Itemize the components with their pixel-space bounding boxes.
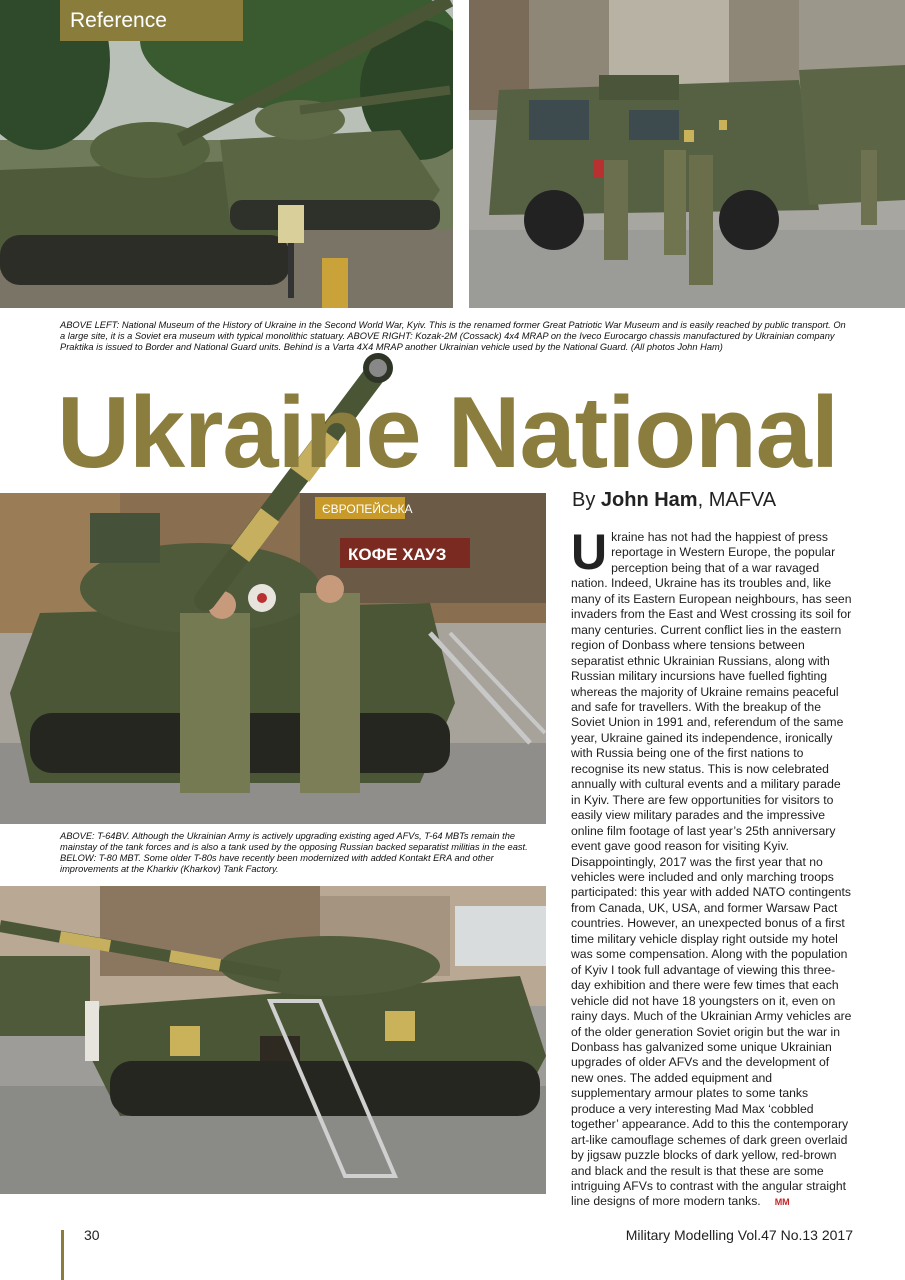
shop-sign-2: КОФЕ ХАУЗ xyxy=(348,545,447,564)
dropcap: U xyxy=(571,524,608,580)
footer-publication: Military Modelling Vol.47 No.13 2017 xyxy=(625,1227,853,1243)
page-number: 30 xyxy=(84,1227,100,1243)
byline-author: John Ham xyxy=(600,489,698,511)
byline-prefix: By xyxy=(572,489,601,511)
byline xyxy=(572,489,776,512)
section-tag: Reference xyxy=(60,0,243,41)
end-mark: MM xyxy=(774,1197,790,1208)
t80-tank-photo xyxy=(0,886,546,1194)
shop-sign-1: ЄВРОПЕЙСЬКА xyxy=(322,502,413,516)
folio-bar xyxy=(61,1230,64,1280)
caption-top: ABOVE LEFT: National Museum of the History of Ukraine in the Second World War, Kyiv. This is the renamed former Great Patriotic War Museum and is easily reached by public transport. On a large site, it is a Soviet era museum with typical monolithic statuary. ABOVE RIGHT: Kozak-2M (Cossack) 4x4 MRAP on the Iveco Eurocargo chassis manufactured by Ukrainian company Praktika is issued to Border and National Guard units. Behind is a Varta 4X4 MRAP another Ukrainian vehicle used by the National Guard. (All photos John Ham) xyxy=(60,320,846,352)
byline-suffix: , MAFVA xyxy=(697,489,777,511)
caption-middle: ABOVE: T-64BV. Although the Ukrainian Army is actively upgrading existing aged AFVs, T-64 MBTs remain the mainstay of the tank forces and is also a tank used by the opposing Russian backed separatist militias in the east. BELOW: T-80 MBT. Some older T-80s have recently been modernized with added Kontakt ERA and other improvements at the Kharkiv (Kharkov) Tank Factory. xyxy=(60,831,528,874)
article-body xyxy=(571,524,853,1211)
article-text: kraine has not had the happiest of press reportage in Western Europe, the popular perception being that of a war ravaged nation. Indeed, Ukraine has its troubles and, like many of its Eastern European neighbours, has seen invaders from the East and West crossing its soil for many centuries. Current conflict lies in the eastern region of Donbass where tensions between separatist ethnic Ukrainian Russians, along with Russian military incursions have fuelled fighting whereas the majority of Ukraine remains peaceful and safe for travellers. With the breakup of the Soviet Union in 1991 and, referendum of the same year, Ukraine gained its independence, ironically with Russia being one of the first nations to recognise its new status. This is now celebrated annually with cultural events and a military parade in Kyiv. There are few opportunities for visitors to easily view military parades and the impressive online film footage of last year’s 25th anniversary event gave good reason for visiting Kyiv. Disappointingly, 2017 was the first year that no vehicles were included and only marching troops participated: this year with added NATO contingents from Canada, UK, USA, and former Warsaw Pact countries. However, an unexpected bonus of a first time military vehicle display right outside my hotel was some compensation. Along with the population of Kyiv I took full advantage of viewing this three-day exhibition and there were few times that each vehicle did not have 18 youngsters on it, even on rainy days. Much of the Ukrainian Army vehicles are of the older generation Soviet origin but the war in Donbass has galvanized some unique Ukrainian upgrades of older AFVs and the development of new ones. The added equipment and supplementary armour plates to some tanks produce a very interesting Mad Max ‘cobbled together’ appearance. Add to this the contemporary art-like camouflage schemes of dark green overlaid by jigsaw puzzle blocks of dark yellow, red-brown and black and the result is that these are some intriguing AFVs to contrast with the angular straight line designs of more modern tanks. xyxy=(571,530,852,1209)
headline: Ukraine National xyxy=(57,377,839,489)
